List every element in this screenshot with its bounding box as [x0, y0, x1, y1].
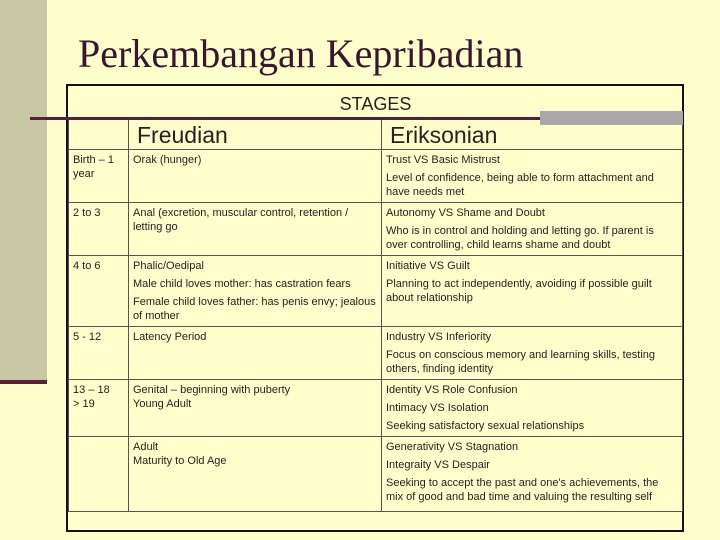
cell-line: Latency Period [133, 331, 207, 343]
header-age [69, 119, 129, 150]
eriksonian-cell [382, 437, 683, 512]
table-row [69, 327, 683, 380]
cell-line: Integraity VS Despair [386, 459, 490, 471]
eriksonian-cell [382, 256, 683, 327]
cell-line: Industry VS Inferiority [386, 331, 492, 343]
cell-line: Who is in control and holding and letting go. If parent is over controlling, child learns shame and doubt [386, 225, 654, 251]
cell-line: Phalic/Oedipal [133, 260, 204, 272]
cell-line: Adult [133, 441, 159, 453]
cell-line: Male child loves mother: has castration fears [133, 278, 351, 290]
cell-line: > 19 [73, 398, 95, 410]
cell-line: Focus on conscious memory and learning skills, testing others, finding identity [386, 349, 656, 375]
age-cell [69, 327, 129, 380]
cell-line: Trust VS Basic Mistrust [386, 154, 500, 166]
header-eriksonian: Eriksonian [382, 119, 683, 150]
cell-line: Maturity to Old Age [133, 455, 227, 467]
cell-line: Level of confidence, being able to form attachment and have needs met [386, 172, 654, 198]
cell-line: Seeking satisfactory sexual relationships [386, 420, 585, 432]
age-cell [69, 203, 129, 256]
age-cell [69, 150, 129, 203]
eriksonian-cell [382, 380, 683, 437]
table-row [69, 256, 683, 327]
freudian-cell [129, 327, 382, 380]
freudian-cell [129, 150, 382, 203]
cell-line: Young Adult [133, 398, 192, 410]
cell-line: Initiative VS Guilt [386, 260, 470, 272]
cell-line: Seeking to accept the past and one's achievements, the mix of good and bad time and valuing the resulting self [386, 477, 659, 503]
age-cell [69, 380, 129, 437]
stages-table-frame [66, 84, 684, 532]
cell-line: Anal (excretion, muscular control, retention / letting go [133, 207, 349, 233]
cell-line: Birth – 1 year [73, 154, 114, 180]
freudian-cell [129, 437, 382, 512]
stages-label: STAGES [69, 86, 683, 119]
age-cell [69, 437, 129, 512]
cell-line: Autonomy VS Shame and Doubt [386, 207, 545, 219]
cell-line: Intimacy VS Isolation [386, 402, 489, 414]
freudian-cell [129, 203, 382, 256]
table-row [69, 437, 683, 512]
stages-table [68, 86, 683, 512]
title-rule-accent [540, 111, 683, 125]
cell-line: Female child loves father: has penis envy; jealous of mother [133, 296, 376, 322]
cell-line: 2 to 3 [73, 207, 101, 219]
header-freudian: Freudian [129, 119, 382, 150]
cell-line: Genital – beginning with puberty [133, 384, 291, 396]
cell-line: Identity VS Role Confusion [386, 384, 518, 396]
cell-line: Orak (hunger) [133, 154, 202, 166]
table-row [69, 380, 683, 437]
table-row [69, 203, 683, 256]
left-decor-bar [0, 0, 47, 383]
cell-line: Generativity VS Stagnation [386, 441, 519, 453]
eriksonian-cell [382, 150, 683, 203]
eriksonian-cell [382, 203, 683, 256]
left-decor-line [0, 380, 47, 384]
freudian-cell [129, 256, 382, 327]
eriksonian-cell [382, 327, 683, 380]
freudian-cell [129, 380, 382, 437]
cell-line: 4 to 6 [73, 260, 101, 272]
table-row [69, 150, 683, 203]
cell-line: Planning to act independently, avoiding if possible guilt about relationship [386, 278, 652, 304]
cell-line: 13 – 18 [73, 384, 110, 396]
page-title: Perkembangan Kepribadian [78, 31, 524, 76]
age-cell [69, 256, 129, 327]
cell-line: 5 - 12 [73, 331, 102, 343]
